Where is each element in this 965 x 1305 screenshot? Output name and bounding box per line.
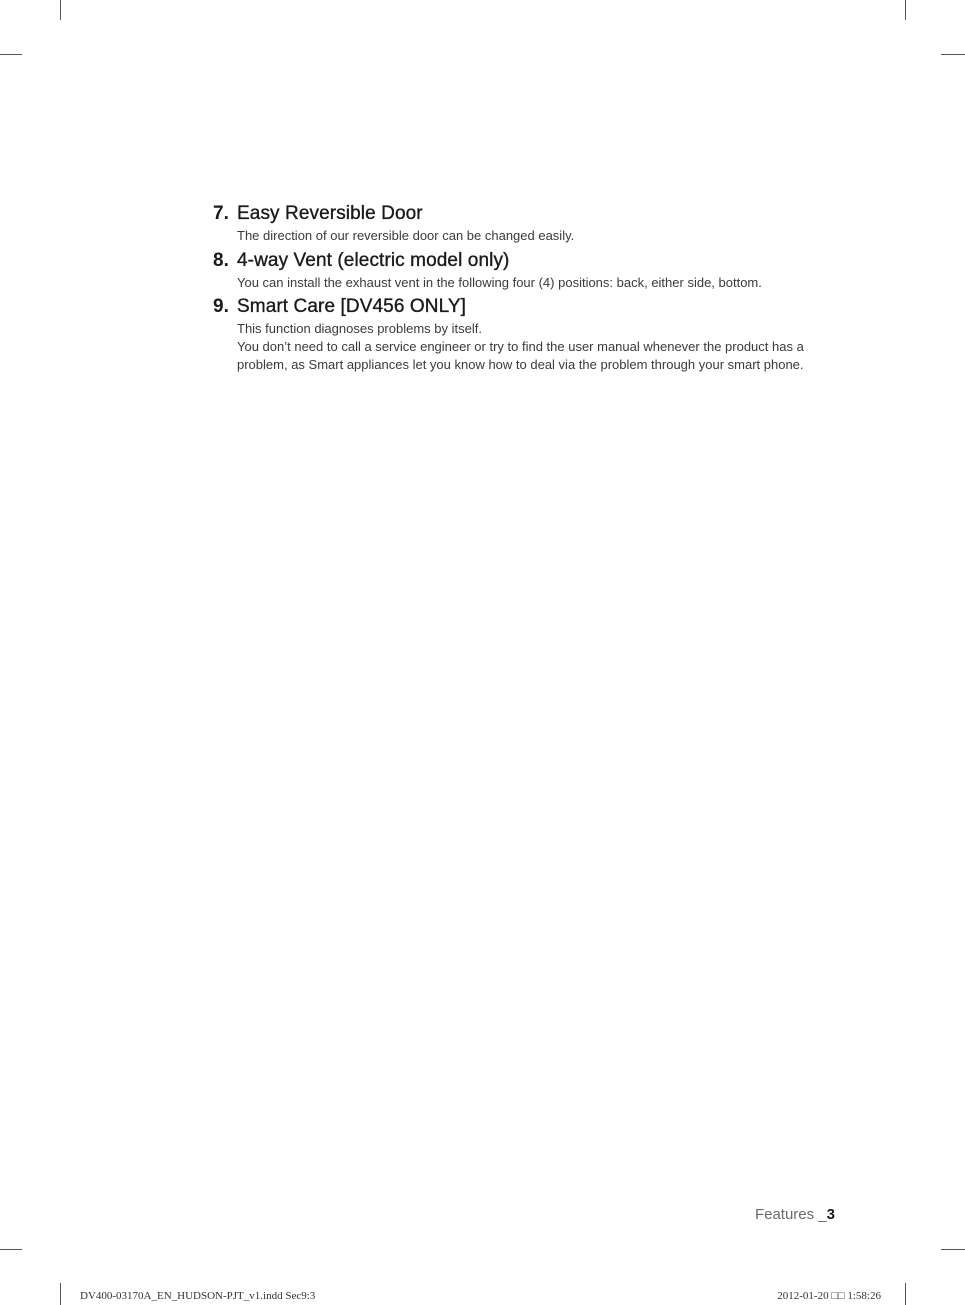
feature-title: Easy Reversible Door [237, 203, 423, 224]
feature-description [237, 320, 853, 374]
crop-mark-bottom-right [905, 1283, 906, 1305]
feature-number: 8. [213, 250, 230, 271]
feature-description [237, 274, 853, 292]
print-slug-timestamp: 2012-01-20 □□ 1:58:26 [777, 1290, 881, 1302]
crop-mark-top-left [60, 0, 61, 20]
feature-number: 7. [213, 203, 230, 224]
page-number: 3 [826, 1206, 835, 1223]
crop-mark-left-upper [0, 54, 22, 55]
section-name: Features _ [754, 1206, 827, 1223]
feature-title: 4-way Vent (electric model only) [237, 250, 510, 271]
crop-mark-right-lower [941, 1249, 965, 1250]
feature-item-8 [213, 250, 853, 292]
feature-description [237, 227, 853, 245]
crop-mark-bottom-left [60, 1283, 61, 1305]
feature-item-7 [213, 203, 853, 245]
feature-number: 9. [213, 296, 230, 317]
feature-paragraph: You can install the exhaust vent in the following four (4) positions: back, either side, bottom. [237, 275, 762, 290]
feature-heading [213, 296, 853, 318]
crop-mark-top-right [905, 0, 906, 20]
page-footer [755, 1206, 835, 1223]
print-slug-file: DV400-03170A_EN_HUDSON-PJT_v1.indd Sec9:3 [80, 1290, 316, 1302]
feature-heading [213, 203, 853, 225]
crop-mark-right-upper [941, 54, 965, 55]
feature-paragraph: You don’t need to call a service engineer or try to find the user manual whenever the product has a problem, as Smart appliances let you know how to deal via the problem through your smart phone. [237, 339, 804, 372]
feature-paragraph: This function diagnoses problems by itself. [237, 321, 482, 336]
feature-heading [213, 250, 853, 272]
feature-paragraph: The direction of our reversible door can be changed easily. [237, 228, 575, 243]
crop-mark-left-lower [0, 1249, 22, 1250]
feature-title: Smart Care [DV456 ONLY] [237, 296, 466, 317]
feature-item-9 [213, 296, 853, 374]
